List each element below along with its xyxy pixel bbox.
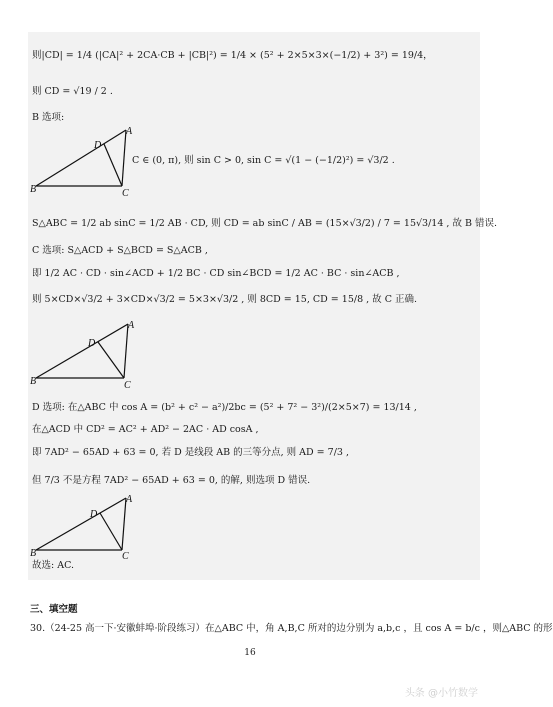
label-d: D — [88, 338, 96, 349]
label-c: C — [124, 380, 131, 391]
label-d: D — [94, 140, 102, 151]
label-b: B — [30, 184, 37, 195]
option-d-cos-line: D 选项: 在△ABC 中 cos A = (b² + c² − a²)/2bc = (5² + 7² − 3²)/(2×5×7) = 13/14 , — [32, 402, 417, 413]
equation-line-1: 则|CD| = 1/4 (|CA|² + 2CA·CB + |CB|²) = 1/4 × (5² + 2×5×3×(−1/2) + 3²) = 19/4， — [32, 50, 433, 61]
page-number: 16 — [244, 648, 256, 658]
triangle-figure-2 — [28, 318, 138, 390]
triangle-figure-1 — [28, 124, 138, 199]
label-a: A — [126, 494, 133, 505]
label-c: C — [122, 188, 129, 199]
answer-line: 故选: AC. — [32, 560, 75, 571]
label-b: B — [30, 376, 37, 387]
equation-line-2: 则 CD = √19 / 2 . — [32, 86, 113, 97]
option-d-cd-line: 在△ACD 中 CD² = AC² + AD² − 2AC · AD cosA , — [32, 424, 259, 435]
triangle-figure-3 — [28, 492, 138, 560]
sin-c-line: C ∈ (0, π), 则 sin C > 0, sin C = √(1 − (−1/2)²) = √3/2 . — [132, 155, 395, 166]
option-b-heading: B 选项: — [32, 112, 65, 123]
label-a: A — [128, 320, 135, 331]
label-a: A — [126, 126, 133, 137]
question-30: 30.（24-25 高一下·安徽蚌埠·阶段练习）在△ABC 中，角 A,B,C 所对的边分别为 a,b,c ，且 cos A = b/c ，则△ABC 的形 — [30, 623, 553, 634]
label-d: D — [90, 509, 98, 520]
label-b: B — [30, 548, 37, 559]
option-b-area-line: S△ABC = 1/2 ab sinC = 1/2 AB · CD, 则 CD = ab sinC / AB = (15×√3/2) / 7 = 15√3/14 , 故 B 错误. — [32, 218, 497, 229]
option-c-heading: C 选项: S△ACD + S△BCD = S△ACB , — [32, 245, 208, 256]
label-c: C — [122, 551, 129, 562]
option-d-equation-line: 即 7AD² − 65AD + 63 = 0, 若 D 是线段 AB 的三等分点, 则 AD = 7/3 , — [32, 447, 349, 458]
section-title: 三、填空题 — [30, 604, 78, 615]
watermark: 头条 @小竹数学 — [404, 688, 478, 699]
option-c-area-line: 即 1/2 AC · CD · sin∠ACD + 1/2 BC · CD sin∠BCD = 1/2 AC · BC · sin∠ACB , — [32, 268, 400, 279]
option-d-conclusion-line: 但 7/3 不是方程 7AD² − 65AD + 63 = 0, 的解, 则选项 D 错误. — [32, 475, 311, 486]
option-c-result-line: 则 5×CD×√3/2 + 3×CD×√3/2 = 5×3×√3/2 , 则 8CD = 15, CD = 15/8 , 故 C 正确. — [32, 294, 417, 305]
